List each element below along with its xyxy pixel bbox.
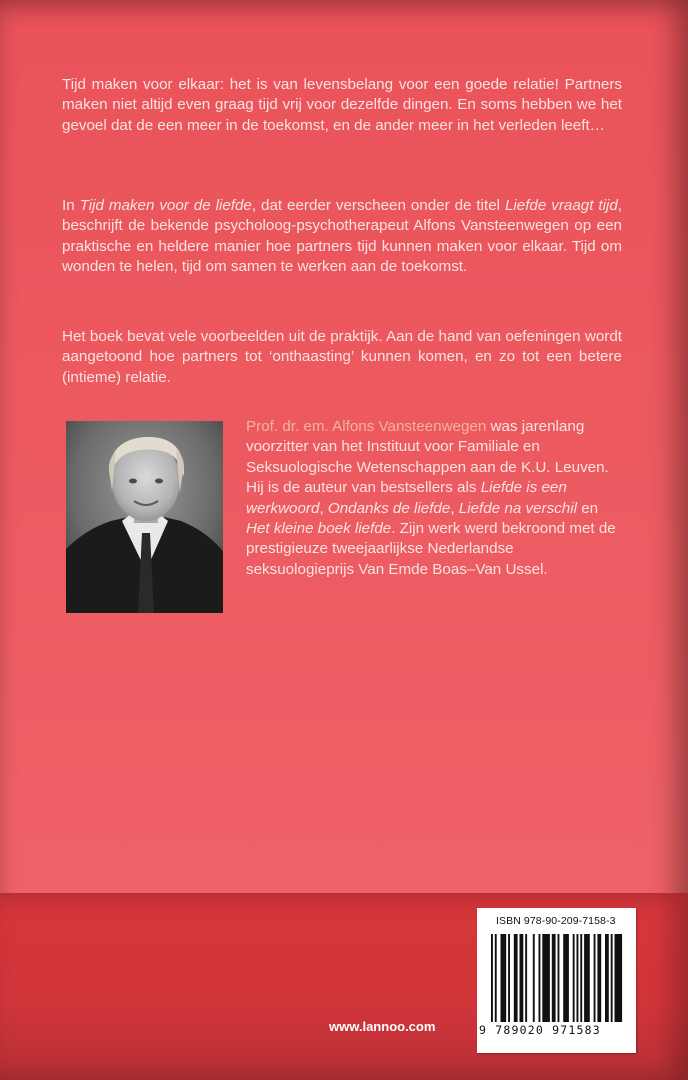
barcode-bar [508,934,510,1022]
blurb-text: In [62,197,80,214]
barcode-bar [580,934,582,1022]
author-bio [246,417,624,580]
bio-text: , [450,499,459,517]
blurb-paragraph-2 [62,196,622,278]
barcode-bar [491,934,493,1022]
publisher-url: www.lannoo.com [329,1019,436,1034]
bio-text: , [319,499,328,517]
barcode-bar [514,934,518,1022]
book-title: Ondanks de liefde [327,499,451,517]
author-photo [66,421,223,613]
barcode-bar [573,934,575,1022]
barcode-bar [615,934,623,1022]
barcode-bar [611,934,613,1022]
bio-text: en [576,499,599,517]
isbn-text: ISBN 978-90-209-7158-3 [496,915,616,927]
barcode-label [477,908,636,1053]
book-title: Het kleine boek liefde [246,520,392,538]
barcode-number: 9 789020 971583 [479,1023,601,1037]
book-title: Liefde vraagt tijd [504,197,618,214]
barcode-bar [605,934,609,1022]
bio-text: was jarenlang voorzitter van het Instituut voor Familiale en Seksuologische Wetenschappen aan de K.U. Leuven. Hij is de auteur van bestsellers als [246,418,609,497]
barcode-bar [584,934,590,1022]
book-title: Tijd maken voor de liefde [79,197,252,214]
barcode-bar [539,934,541,1022]
blurb-text: , beschrijft de bekende psycholoog-psychotherapeut Alfons Vansteenwegen op een praktische en heldere manier hoe partners tijd kunnen maken voor elkaar. Tijd om wonden te helen, tijd om samen te werken aan de toekomst. [62,197,622,276]
blurb-paragraph-1: Tijd maken voor elkaar: het is van levensbelang voor een goede relatie! Partners maken niet altijd even graag tijd vrij voor dezelfde dingen. En soms hebben we het gevoel dat de een meer in de toekomst, en de ander meer in het verleden leeft… [62,76,622,134]
book-title: Liefde na verschil [458,499,577,517]
barcode-bar [577,934,579,1022]
author-name: Prof. dr. em. Alfons Vansteenwegen [246,418,487,435]
author-portrait-icon [66,421,223,613]
barcode-bar [501,934,507,1022]
barcode-bar [597,934,601,1022]
barcode-bar [558,934,560,1022]
barcode-bar [563,934,569,1022]
barcode-bar [552,934,556,1022]
barcode-bar [542,934,550,1022]
barcode-bar [495,934,497,1022]
book-title: Liefde is een werkwoord [246,479,567,517]
blurb-paragraph-3: Het boek bevat vele voorbeelden uit de praktijk. Aan de hand van oefeningen wordt aangetoond hoe partners tot ‘onthaasting’ kunnen komen, en zo tot een betere (intieme) relatie. [62,328,622,386]
barcode-bar [594,934,596,1022]
barcode-icon [491,934,623,1022]
barcode-bar [520,934,524,1022]
bio-text: . Zijn werk werd bekroond met de prestigieuze tweejaarlijkse Nederlandse seksuologieprijs Van Emde Boas–Van Ussel. [246,520,616,578]
barcode-bar [533,934,535,1022]
blurb-text: , dat eerder verscheen onder de titel [251,197,505,214]
barcode-bar [525,934,527,1022]
